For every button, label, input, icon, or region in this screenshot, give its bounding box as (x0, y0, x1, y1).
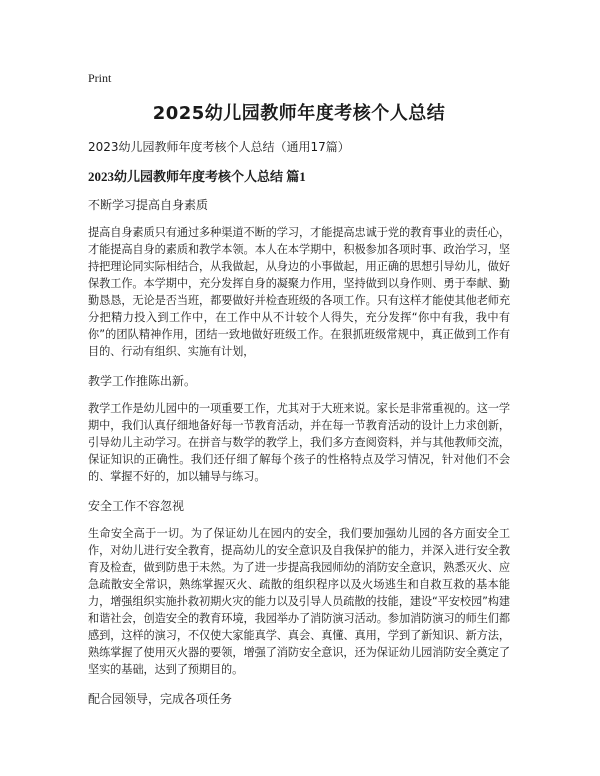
document-subtitle: 2023幼儿园教师年度考核个人总结（通用17篇） (88, 140, 350, 154)
paragraph-heading-safety: 安全工作不容忽视 (88, 499, 185, 513)
paragraph-heading-cooperation: 配合园领导，完成各项任务 (88, 692, 233, 706)
paragraph-heading-study: 不断学习提高自身素质 (88, 198, 209, 212)
paragraph-heading-teaching: 教学工作推陈出新。 (88, 374, 197, 388)
print-link[interactable]: Print (88, 71, 112, 85)
paragraph-teaching: 教学工作是幼儿园中的一项重要工作，尤其对于大班来说。家长是非常重视的。这一学期中，我们认真仔细地备好每一节教育活动，并在每一节教育活动的设计上力求创新，引导幼儿主动学习。在拼音与数学的教学上，我们多方查阅资料，并与其他教师交流，保证知识的正确性。我们还仔细了解每个孩子的性格特点及学习情况，针对他们不会的、掌握不好的，加以辅导与练习。 (88, 402, 510, 483)
section-heading: 2023幼儿园教师年度考核个人总结 篇1 (88, 169, 306, 184)
page-title: 2025幼儿园教师年度考核个人总结 (152, 103, 446, 124)
paragraph-safety: 生命安全高于一切。为了保证幼儿在园内的安全，我们要加强幼儿园的各方面安全工作，对幼儿进行安全教育，提高幼儿的安全意识及自我保护的能力，并深入进行安全教育及检查，做到防患于未然。为了进一步提高我园师幼的消防安全意识，熟悉灭火、应急疏散安全常识，熟练掌握灭火、疏散的组织程序以及火场逃生和自救互救的基本能力，增强组织实施扑救初期火灾的能力以及引导人员疏散的技能，建设“平安校园”构建和谐社会，创造安全的教育环境，我园举办了消防演习活动。参加消防演习的师生们都感到，这样的演习，不仅使大家能真学、真会、真懂、真用，学到了新知识、新方法，熟练掌握了使用灭火器的要领，增强了消防安全意识，还为保证幼儿园消防安全奠定了坚实的基础，达到了预期目的。 (88, 527, 510, 676)
paragraph-study: 提高自身素质只有通过多种渠道不断的学习，才能提高忠诚于党的教育事业的责任心，才能提高自身的素质和教学本领。本人在本学期中，积极参加各项时事、政治学习，坚持把理论同实际相结合，从我做起，从身边的小事做起，用正确的思想引导幼儿，做好保教工作。本学期中，充分发挥自身的凝聚力作用，坚持做到以身作则、勇于奉献、勤勤恳恳，无论是否当班，都要做好并检查班级的各项工作。只有这样才能使其他老师充分把精力投入到工作中，在工作中从不计较个人得失，充分发挥“你中有我，我中有你”的团队精神作用，团结一致地做好班级工作。在狠抓班级常规中，真正做到工作有目的、行动有组织、实施有计划， (88, 226, 510, 358)
